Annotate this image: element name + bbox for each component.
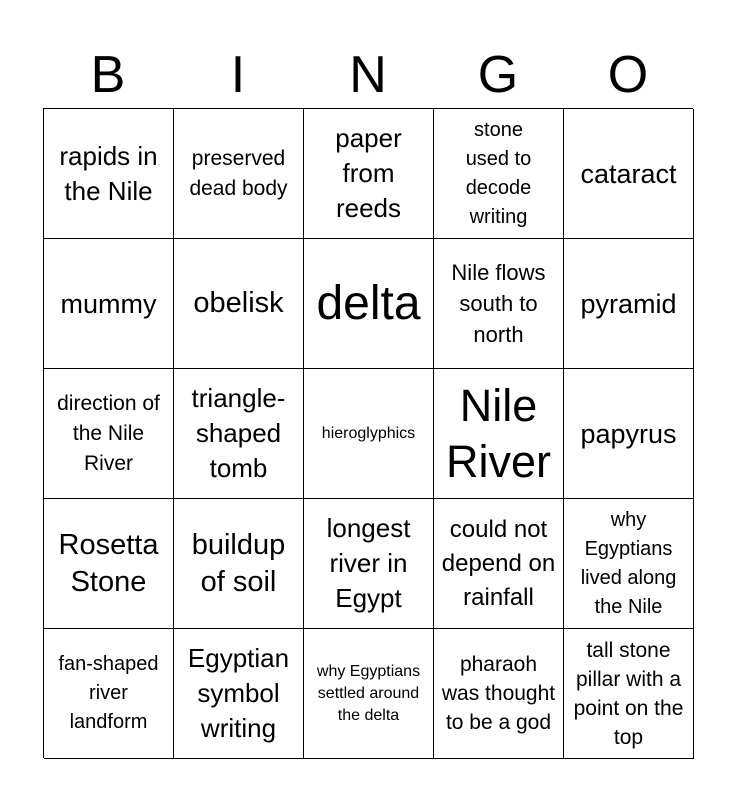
bingo-cell[interactable]	[174, 239, 304, 369]
cell-text: direction of the Nile River	[57, 391, 160, 475]
cell-text: paper from reeds	[335, 123, 402, 223]
cell-text: mummy	[60, 288, 157, 319]
cell-text: stone used to decode writing	[465, 118, 532, 228]
bingo-header	[43, 42, 693, 108]
cell-text: pyramid	[580, 288, 677, 319]
cell-text: Rosetta Stone	[58, 528, 159, 598]
header-letter-o: O	[607, 46, 649, 104]
cell-text: why Egyptians lived along the Nile	[580, 508, 677, 618]
bingo-cell[interactable]	[44, 499, 174, 629]
bingo-cell[interactable]	[304, 629, 434, 759]
bingo-cell[interactable]	[434, 109, 564, 239]
bingo-cell[interactable]	[174, 109, 304, 239]
cell-text: obelisk	[193, 287, 284, 319]
bingo-cell[interactable]	[44, 239, 174, 369]
cell-text: rapids in the Nile	[59, 140, 158, 206]
bingo-cell[interactable]	[44, 629, 174, 759]
cell-text: buildup of soil	[191, 528, 286, 598]
header-letter-b: B	[90, 46, 126, 104]
bingo-cell[interactable]	[174, 499, 304, 629]
bingo-cell[interactable]	[174, 369, 304, 499]
bingo-cell[interactable]	[434, 369, 564, 499]
bingo-cell[interactable]	[564, 499, 694, 629]
header-letter-n: N	[349, 46, 387, 104]
cell-text: Nile flows south to north	[451, 260, 546, 347]
bingo-cell[interactable]	[304, 109, 434, 239]
bingo-grid	[43, 108, 693, 758]
cell-text: papyrus	[580, 418, 677, 449]
cell-text: why Egyptians settled around the delta	[316, 662, 421, 724]
bingo-cell[interactable]	[44, 109, 174, 239]
cell-text: Egyptian symbol writing	[187, 643, 290, 743]
cell-text: could not depend on rainfall	[441, 515, 556, 611]
cell-text: preserved dead body	[189, 146, 288, 200]
bingo-cell[interactable]	[304, 369, 434, 499]
bingo-cell[interactable]	[434, 239, 564, 369]
bingo-cell[interactable]	[304, 499, 434, 629]
bingo-cell[interactable]	[44, 369, 174, 499]
bingo-cell[interactable]	[434, 499, 564, 629]
bingo-cell[interactable]	[174, 629, 304, 759]
bingo-cell[interactable]	[564, 629, 694, 759]
cell-text: fan-shaped river landform	[58, 653, 159, 733]
cell-text: tall stone pillar with a point on the top	[573, 638, 684, 749]
bingo-cell[interactable]	[564, 239, 694, 369]
bingo-cell[interactable]	[564, 109, 694, 239]
cell-text: longest river in Egypt	[326, 513, 411, 613]
cell-text: delta	[316, 276, 421, 330]
bingo-cell[interactable]	[564, 369, 694, 499]
cell-text: hieroglyphics	[321, 424, 416, 442]
header-letter-i: I	[230, 46, 246, 104]
cell-text: cataract	[580, 158, 677, 189]
bingo-cell[interactable]	[304, 239, 434, 369]
header-letter-g: G	[477, 46, 519, 104]
bingo-cell[interactable]	[434, 629, 564, 759]
cell-text: Nile River	[445, 379, 551, 487]
cell-text: pharaoh was thought to be a god	[441, 653, 556, 734]
cell-text: triangle-shaped tomb	[191, 383, 286, 483]
